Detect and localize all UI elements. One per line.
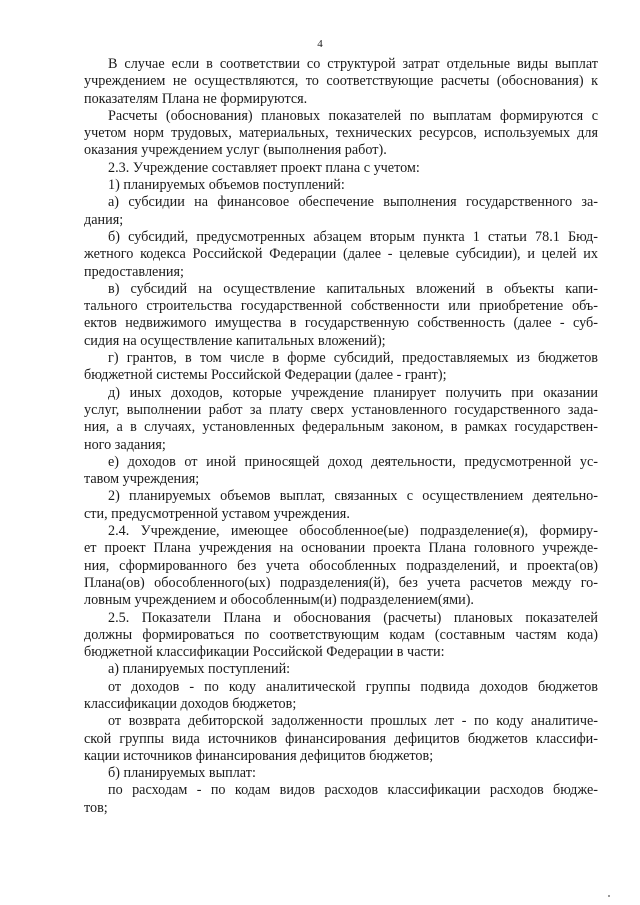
document-body [84, 56, 598, 817]
text-line: Расчеты (обоснования) плановых показателей по выплатам формируются с [108, 107, 598, 124]
text-line: жетного кодекса Российской Федерации (далее - целевые субсидии), и целей их [84, 246, 598, 263]
text-line: ного задания; [84, 436, 166, 453]
text-line: оказания учреждением услуг (выполнения работ). [84, 142, 387, 159]
paragraph [84, 454, 598, 489]
paragraph [84, 177, 598, 194]
paragraph [84, 782, 598, 817]
text-line: ловным учреждением и обособленным(и) подразделением(ями). [84, 592, 474, 609]
text-line: сти, предусмотренной уставом учреждения. [84, 505, 350, 522]
text-line: б) субсидий, предусмотренных абзацем вторым пункта 1 статьи 78.1 Бюд- [108, 228, 598, 245]
text-line: д) иных доходов, которые учреждение планирует получить при оказании [108, 384, 598, 401]
text-line: учреждением не осуществляются, то соответствующие расчеты (обоснования) к [84, 73, 598, 90]
text-line: ет проект Плана учреждения на основании проекта Плана головного учрежде- [84, 540, 598, 557]
page-number: 4 [317, 38, 323, 50]
scan-artifact [608, 895, 610, 897]
paragraph [84, 56, 598, 108]
text-line: 2.3. Учреждение составляет проект плана с учетом: [108, 159, 420, 176]
text-line: г) грантов, в том числе в форме субсидий, предоставляемых из бюджетов [108, 350, 598, 367]
paragraph [84, 194, 598, 229]
text-line: бюджетной системы Российской Федерации (далее - грант); [84, 367, 447, 384]
paragraph [84, 488, 598, 523]
text-line: ния, сформированного без учета обособленных подразделений, и проекта(ов) [84, 557, 598, 574]
text-line: услуг, выполнении работ за плату сверх установленного государственного зада- [84, 401, 598, 418]
text-line: 2.4. Учреждение, имеющее обособленное(ые) подразделение(я), формиру- [108, 523, 598, 540]
text-line: В случае если в соответствии со структурой затрат отдельные виды выплат [108, 56, 598, 72]
text-line: в) субсидий на осуществление капитальных вложений в объекты капи- [108, 280, 598, 297]
text-line: тавом учреждения; [84, 471, 200, 488]
paragraph [84, 350, 598, 385]
paragraph [84, 765, 598, 782]
text-line: ектов недвижимого имущества в государственную собственность (далее - суб- [84, 315, 598, 332]
text-line: дания; [84, 211, 124, 228]
text-line: е) доходов от иной приносящей доход деятельности, предусмотренной ус- [108, 453, 598, 470]
text-line: бюджетной классификации Российской Федерации в части: [84, 644, 445, 661]
text-line: показателям Плана не формируются. [84, 90, 308, 107]
text-line: сидия на осуществление капитальных вложений); [84, 332, 386, 349]
text-line: тального строительства государственной собственности или приобретение объ- [84, 298, 598, 315]
paragraph [84, 160, 598, 177]
paragraph [84, 281, 598, 350]
text-line: кации источников финансирования дефицитов бюджетов; [84, 747, 434, 764]
paragraph [84, 610, 598, 662]
paragraph [84, 523, 598, 609]
paragraph [84, 385, 598, 454]
text-line: от возврата дебиторской задолженности прошлых лет - по коду аналитиче- [108, 713, 598, 730]
text-line: предоставления; [84, 263, 184, 280]
text-line: б) планируемых выплат: [108, 765, 256, 782]
text-line: 2) планируемых объемов выплат, связанных с осуществлением деятельно- [108, 488, 598, 505]
text-line: должны формироваться по соответствующим кодам (составным частям кода) [84, 626, 598, 643]
text-line: ской группы вида источников финансирования дефицитов бюджетов классифи- [84, 730, 598, 747]
paragraph [84, 679, 598, 714]
paragraph [84, 108, 598, 160]
text-line: по расходам - по кодам видов расходов классификации расходов бюдже- [108, 782, 598, 799]
text-line: Плана(ов) обособленного(ых) подразделения(й), без учета расчетов между го- [84, 574, 598, 591]
paragraph [84, 713, 598, 765]
text-line: 2.5. Показатели Плана и обоснования (расчеты) плановых показателей [108, 609, 598, 626]
text-line: а) субсидии на финансовое обеспечение выполнения государственного за- [108, 194, 598, 211]
paragraph [84, 661, 598, 678]
text-line: а) планируемых поступлений: [108, 661, 291, 678]
text-line: учетом норм трудовых, материальных, технических ресурсов, используемых для [84, 125, 598, 142]
text-line: ния, а в случаях, установленных федеральным законом, в рамках государствен- [84, 419, 598, 436]
paragraph [84, 229, 598, 281]
text-line: от доходов - по коду аналитической группы подвида доходов бюджетов [108, 678, 598, 695]
text-line: 1) планируемых объемов поступлений: [108, 177, 345, 194]
text-line: классификации доходов бюджетов; [84, 695, 297, 712]
text-line: тов; [84, 799, 108, 816]
